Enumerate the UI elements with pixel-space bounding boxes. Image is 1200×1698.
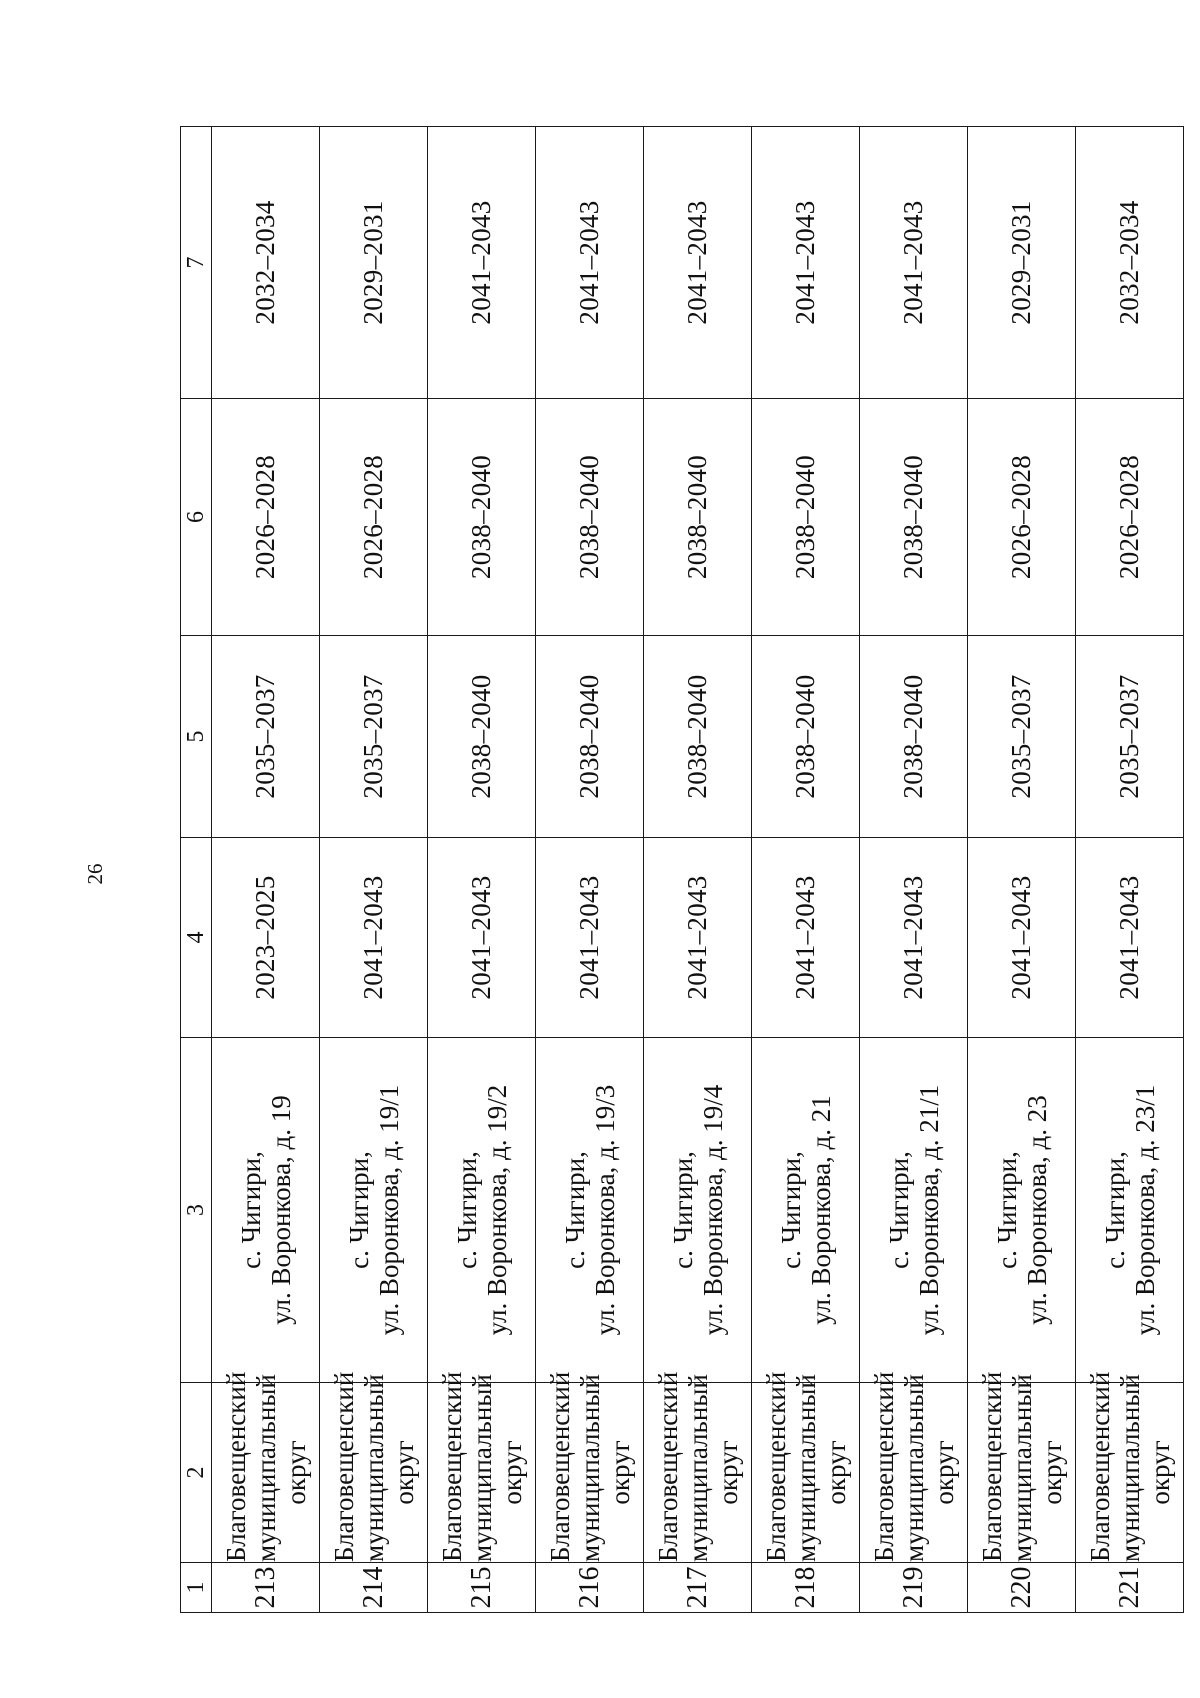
district-line: муниципальный bbox=[1114, 1374, 1145, 1562]
period-col5-cell: 2035–2037 bbox=[968, 636, 1076, 838]
table-row bbox=[860, 127, 968, 1613]
district-line: муниципальный bbox=[250, 1374, 281, 1562]
period-col6-cell: 2026–2028 bbox=[1076, 399, 1184, 636]
address-line: с. Чигири, bbox=[1099, 1151, 1130, 1269]
address-cell bbox=[968, 1038, 1076, 1383]
period-col6-cell: 2026–2028 bbox=[212, 399, 320, 636]
address-line: с. Чигири, bbox=[343, 1151, 374, 1269]
row-number-cell: 221 bbox=[1076, 1563, 1184, 1613]
district-line: муниципальный bbox=[574, 1374, 605, 1562]
table-row bbox=[752, 127, 860, 1613]
district-line: Благовещенский bbox=[436, 1371, 467, 1562]
address-cell bbox=[428, 1038, 536, 1383]
period-col7-cell: 2032–2034 bbox=[1076, 127, 1184, 399]
row-number-cell: 214 bbox=[320, 1563, 428, 1613]
district-line: муниципальный bbox=[466, 1374, 497, 1562]
district-line: округ bbox=[496, 1440, 527, 1505]
column-number-3: 3 bbox=[181, 1038, 212, 1383]
period-col4-cell: 2041–2043 bbox=[860, 838, 968, 1038]
district-line: Благовещенский bbox=[868, 1371, 899, 1562]
period-col4-cell: 2041–2043 bbox=[320, 838, 428, 1038]
district-line: Благовещенский bbox=[976, 1371, 1007, 1562]
period-col6-cell: 2038–2040 bbox=[860, 399, 968, 636]
period-col5-cell: 2038–2040 bbox=[860, 636, 968, 838]
address-cell bbox=[1076, 1038, 1184, 1383]
column-number-1: 1 bbox=[181, 1563, 212, 1613]
period-col7-cell: 2041–2043 bbox=[752, 127, 860, 399]
address-cell bbox=[860, 1038, 968, 1383]
table-row bbox=[320, 127, 428, 1613]
district-line: муниципальный bbox=[358, 1374, 389, 1562]
row-number-cell: 216 bbox=[536, 1563, 644, 1613]
address-cell bbox=[644, 1038, 752, 1383]
address-cell bbox=[536, 1038, 644, 1383]
district-cell bbox=[428, 1371, 536, 1563]
period-col6-cell: 2026–2028 bbox=[320, 399, 428, 636]
district-line: Благовещенский bbox=[328, 1371, 359, 1562]
period-col5-cell: 2035–2037 bbox=[212, 636, 320, 838]
table-body bbox=[181, 127, 1184, 1613]
district-line: муниципальный bbox=[682, 1374, 713, 1562]
period-col5-cell: 2038–2040 bbox=[536, 636, 644, 838]
period-col4-cell: 2041–2043 bbox=[644, 838, 752, 1038]
district-line: Благовещенский bbox=[652, 1371, 683, 1562]
address-line: ул. Воронкова, д. 23/1 bbox=[1129, 1084, 1160, 1336]
period-col7-cell: 2041–2043 bbox=[536, 127, 644, 399]
period-col6-cell: 2038–2040 bbox=[644, 399, 752, 636]
period-col5-cell: 2038–2040 bbox=[428, 636, 536, 838]
district-cell bbox=[320, 1371, 428, 1563]
district-cell bbox=[1076, 1371, 1184, 1563]
district-line: Благовещенский bbox=[1084, 1371, 1115, 1562]
district-line: округ bbox=[712, 1440, 743, 1505]
address-line: ул. Воронкова, д. 19 bbox=[265, 1095, 296, 1325]
page-number: 26 bbox=[83, 863, 107, 885]
address-line: ул. Воронкова, д. 19/1 bbox=[373, 1084, 404, 1336]
table-row bbox=[536, 127, 644, 1613]
address-line: с. Чигири, bbox=[883, 1151, 914, 1269]
period-col6-cell: 2038–2040 bbox=[752, 399, 860, 636]
table-row bbox=[968, 127, 1076, 1613]
address-cell bbox=[212, 1038, 320, 1383]
district-cell bbox=[212, 1371, 320, 1563]
period-col7-cell: 2041–2043 bbox=[860, 127, 968, 399]
address-line: ул. Воронкова, д. 21/1 bbox=[913, 1084, 944, 1336]
district-line: округ bbox=[928, 1440, 959, 1505]
district-line: округ bbox=[280, 1440, 311, 1505]
column-number-4: 4 bbox=[181, 838, 212, 1038]
period-col6-cell: 2026–2028 bbox=[968, 399, 1076, 636]
table-row bbox=[644, 127, 752, 1613]
district-line: округ bbox=[388, 1440, 419, 1505]
period-col7-cell: 2041–2043 bbox=[428, 127, 536, 399]
district-line: муниципальный bbox=[898, 1374, 929, 1562]
column-number-6: 6 bbox=[181, 399, 212, 636]
address-cell bbox=[752, 1038, 860, 1383]
address-line: с. Чигири, bbox=[451, 1151, 482, 1269]
period-col7-cell: 2041–2043 bbox=[644, 127, 752, 399]
column-number-2: 2 bbox=[181, 1383, 212, 1563]
district-line: муниципальный bbox=[790, 1374, 821, 1562]
period-col5-cell: 2035–2037 bbox=[320, 636, 428, 838]
column-number-7: 7 bbox=[181, 127, 212, 399]
address-line: с. Чигири, bbox=[667, 1151, 698, 1269]
column-number-5: 5 bbox=[181, 636, 212, 838]
address-line: ул. Воронкова, д. 19/4 bbox=[697, 1084, 728, 1336]
period-col7-cell: 2032–2034 bbox=[212, 127, 320, 399]
period-col4-cell: 2023–2025 bbox=[212, 838, 320, 1038]
district-cell bbox=[968, 1371, 1076, 1563]
table-row bbox=[1076, 127, 1184, 1613]
period-col4-cell: 2041–2043 bbox=[968, 838, 1076, 1038]
district-line: округ bbox=[1144, 1440, 1175, 1505]
district-line: округ bbox=[604, 1440, 635, 1505]
row-number-cell: 220 bbox=[968, 1563, 1076, 1613]
district-line: Благовещенский bbox=[220, 1371, 251, 1562]
table-row bbox=[212, 127, 320, 1613]
period-col5-cell: 2035–2037 bbox=[1076, 636, 1184, 838]
period-col5-cell: 2038–2040 bbox=[752, 636, 860, 838]
address-line: с. Чигири, bbox=[775, 1151, 806, 1269]
address-line: с. Чигири, bbox=[991, 1151, 1022, 1269]
period-col6-cell: 2038–2040 bbox=[428, 399, 536, 636]
table-row bbox=[428, 127, 536, 1613]
rotated-table-container bbox=[180, 127, 1173, 1613]
address-line: ул. Воронкова, д. 19/2 bbox=[481, 1084, 512, 1336]
district-line: Благовещенский bbox=[760, 1371, 791, 1562]
district-line: Благовещенский bbox=[544, 1371, 575, 1562]
address-line: ул. Воронкова, д. 19/3 bbox=[589, 1084, 620, 1336]
row-number-cell: 218 bbox=[752, 1563, 860, 1613]
district-line: округ bbox=[1036, 1440, 1067, 1505]
row-number-cell: 217 bbox=[644, 1563, 752, 1613]
period-col4-cell: 2041–2043 bbox=[536, 838, 644, 1038]
address-cell bbox=[320, 1038, 428, 1383]
period-col7-cell: 2029–2031 bbox=[320, 127, 428, 399]
district-cell bbox=[860, 1371, 968, 1563]
header-row bbox=[181, 127, 212, 1613]
period-col4-cell: 2041–2043 bbox=[428, 838, 536, 1038]
row-number-cell: 219 bbox=[860, 1563, 968, 1613]
district-cell bbox=[752, 1371, 860, 1563]
row-number-cell: 215 bbox=[428, 1563, 536, 1613]
district-line: округ bbox=[820, 1440, 851, 1505]
address-line: с. Чигири, bbox=[235, 1151, 266, 1269]
period-col4-cell: 2041–2043 bbox=[752, 838, 860, 1038]
district-cell bbox=[644, 1371, 752, 1563]
period-col6-cell: 2038–2040 bbox=[536, 399, 644, 636]
period-col5-cell: 2038–2040 bbox=[644, 636, 752, 838]
schedule-table bbox=[180, 126, 1184, 1613]
address-line: ул. Воронкова, д. 23 bbox=[1021, 1095, 1052, 1325]
address-line: ул. Воронкова, д. 21 bbox=[805, 1095, 836, 1325]
period-col4-cell: 2041–2043 bbox=[1076, 838, 1184, 1038]
district-line: муниципальный bbox=[1006, 1374, 1037, 1562]
period-col7-cell: 2029–2031 bbox=[968, 127, 1076, 399]
row-number-cell: 213 bbox=[212, 1563, 320, 1613]
address-line: с. Чигири, bbox=[559, 1151, 590, 1269]
district-cell bbox=[536, 1371, 644, 1563]
